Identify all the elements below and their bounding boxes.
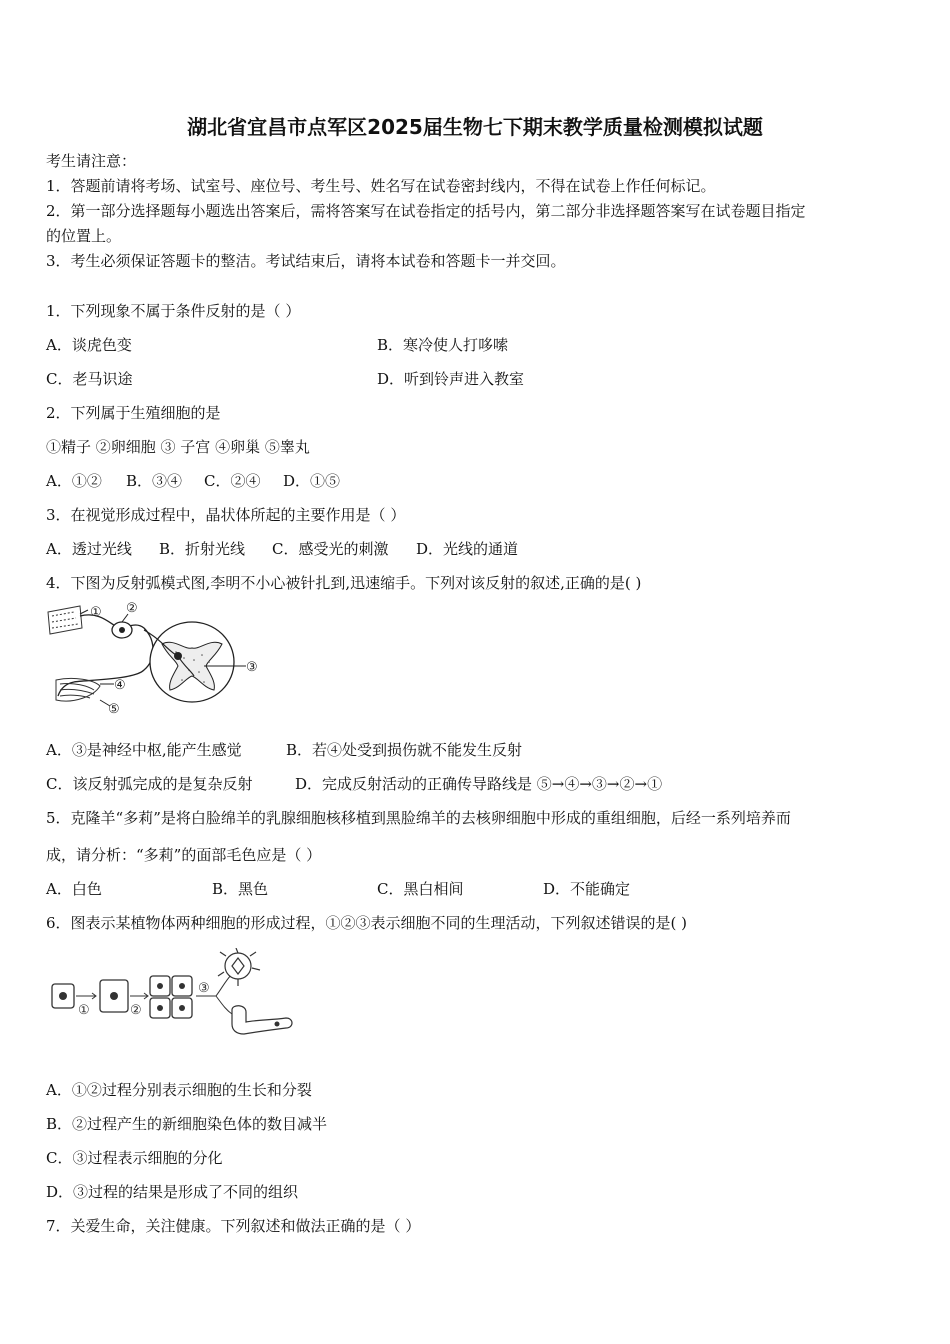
q1-stem: 1．下列现象不属于条件反射的是（ ） <box>46 302 301 320</box>
q2-option-a: A．①② <box>46 472 102 490</box>
q4-option-a: A．③是神经中枢,能产生感觉 <box>46 741 242 759</box>
label-3: ③ <box>246 660 258 675</box>
page-title: 湖北省宜昌市点军区2025届生物七下期末教学质量检测模拟试题 <box>187 115 763 139</box>
cell-differentiated-1 <box>218 948 260 986</box>
q3-stem: 3．在视觉形成过程中，晶状体所起的主要作用是（ ） <box>46 506 406 524</box>
q2-items: ①精子 ②卵细胞 ③ 子宫 ④卵巢 ⑤睾丸 <box>46 438 310 456</box>
q4-option-d: D．完成反射活动的正确传导路线是 ⑤→④→③→②→① <box>295 775 663 793</box>
q4-option-c: C．该反射弧完成的是复杂反射 <box>46 775 253 793</box>
cell-process-figure <box>46 948 298 1044</box>
q1-option-c: C．老马识途 <box>46 370 133 388</box>
notice-header: 考生请注意： <box>46 152 137 170</box>
q3-option-d: D．光线的通道 <box>416 540 519 558</box>
label-2: ② <box>126 601 138 616</box>
label-5: ⑤ <box>108 702 120 717</box>
q7-stem: 7．关爱生命，关注健康。下列叙述和做法正确的是（ ） <box>46 1217 421 1235</box>
q5-stem-line2: 成，请分析：“多莉”的面部毛色应是（ ） <box>46 846 322 864</box>
q1-option-a: A．谈虎色变 <box>46 336 132 354</box>
q2-option-b: B．③④ <box>126 472 183 490</box>
reflex-arc-figure <box>44 600 264 718</box>
cell-group <box>150 976 192 1018</box>
q2-option-d: D．①⑤ <box>283 472 341 490</box>
label-1: ① <box>90 605 102 620</box>
notice-item-2: 2．第一部分选择题每小题选出答案后，需将答案写在试卷指定的括号内，第二部分非选择题答案写在试卷题目指定 <box>46 202 806 220</box>
q1-option-b: B．寒冷使人打哆嗦 <box>377 336 509 354</box>
q5-option-d: D．不能确定 <box>543 880 631 898</box>
q5-option-b: B．黑色 <box>212 880 269 898</box>
q6-option-b: B．②过程产生的新细胞染色体的数目减半 <box>46 1115 328 1133</box>
notice-item-2-cont: 的位置上。 <box>46 227 122 245</box>
q1-option-d: D．听到铃声进入教室 <box>377 370 525 388</box>
q3-option-a: A．透过光线 <box>46 540 132 558</box>
q6-option-a: A．①②过程分别表示细胞的生长和分裂 <box>46 1081 312 1099</box>
q4-option-b: B．若④处受到损伤就不能发生反射 <box>286 741 523 759</box>
label-2: ② <box>130 1003 142 1018</box>
q6-stem: 6．图表示某植物体两种细胞的形成过程，①②③表示细胞不同的生理活动，下列叙述错误的是( ) <box>46 914 688 932</box>
q5-stem-line1: 5．克隆羊“多莉”是将白脸绵羊的乳腺细胞核移植到黑脸绵羊的去核卵细胞中形成的重组细胞，后经一系列培养而 <box>46 809 791 827</box>
q3-option-c: C．感受光的刺激 <box>272 540 389 558</box>
q5-option-c: C．黑白相间 <box>377 880 464 898</box>
q2-option-c: C．②④ <box>204 472 261 490</box>
q3-option-b: B．折射光线 <box>159 540 246 558</box>
label-4: ④ <box>114 678 126 693</box>
notice-item-3: 3．考生必须保证答题卡的整洁。考试结束后，请将本试卷和答题卡一并交回。 <box>46 252 566 270</box>
q6-option-c: C．③过程表示细胞的分化 <box>46 1149 223 1167</box>
q6-option-d: D．③过程的结果是形成了不同的组织 <box>46 1183 299 1201</box>
label-3: ③ <box>198 981 210 996</box>
q5-option-a: A．白色 <box>46 880 102 898</box>
label-1: ① <box>78 1003 90 1018</box>
notice-item-1: 1．答题前请将考场、试室号、座位号、考生号、姓名写在试卷密封线内，不得在试卷上作任何标记。 <box>46 177 716 195</box>
skin-receptor <box>48 606 82 634</box>
q4-stem: 4．下图为反射弧模式图,李明不小心被针扎到,迅速缩手。下列对该反射的叙述,正确的是( ) <box>46 574 642 592</box>
q2-stem: 2．下列属于生殖细胞的是 <box>46 404 221 422</box>
cell-differentiated-2 <box>232 1006 292 1034</box>
